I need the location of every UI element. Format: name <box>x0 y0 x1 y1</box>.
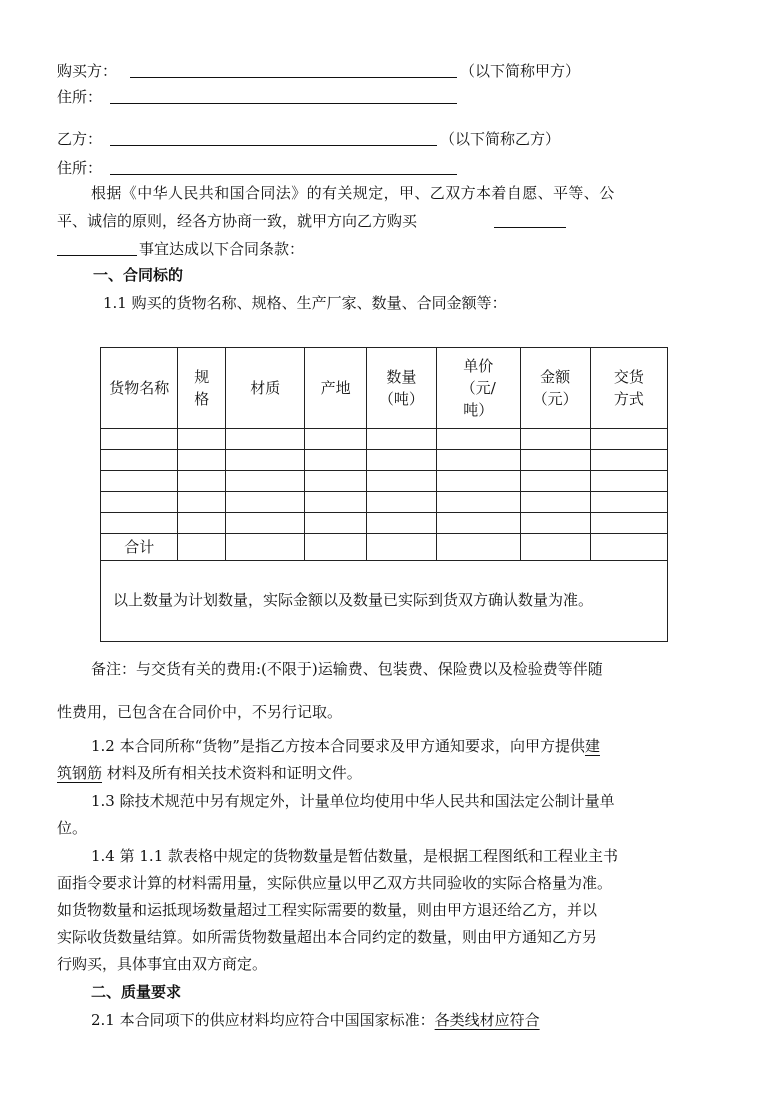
total-label: 合计 <box>101 534 178 561</box>
purchase-item-blank-1[interactable] <box>494 227 566 228</box>
goods-table <box>100 347 668 642</box>
purchase-item-blank-2[interactable] <box>57 255 137 256</box>
clause-1-3-line-2: 位。 <box>57 819 88 837</box>
section-1-title: 一、合同标的 <box>93 266 184 284</box>
goods-type-fill-2: 筑钢筋 <box>57 764 103 782</box>
clause-1-3-line-1: 1.3 除技术规范中另有规定外，计量单位均使用中华人民共和国法定公制计量单 <box>91 792 615 810</box>
table-row <box>101 429 668 450</box>
header-spec: 规格 <box>178 348 226 429</box>
header-goods-name: 货物名称 <box>101 348 178 429</box>
seller-label: 乙方： <box>57 130 103 148</box>
buyer-blank[interactable] <box>130 77 457 78</box>
table-note: 以上数量为计划数量，实际金额以及数量已实际到货双方确认数量为准。 <box>101 561 668 642</box>
section-2-title: 二、质量要求 <box>91 983 182 1001</box>
table-row <box>101 492 668 513</box>
clause-1-4-line-3: 如货物数量和运抵现场数量超过工程实际需要的数量，则由甲方退还给乙方，并以 <box>57 901 598 919</box>
table-note-row <box>101 561 668 642</box>
table-total-row <box>101 534 668 561</box>
header-amount: 金额（元） <box>520 348 590 429</box>
clause-1-2-line-2: 筑钢筋 材料及所有相关技术资料和证明文件。 <box>57 764 362 782</box>
buyer-address-label: 住所： <box>57 88 103 106</box>
header-material: 材质 <box>226 348 305 429</box>
clause-1-2-line-1: 1.2 本合同所称“货物”是指乙方按本合同要求及甲方通知要求，向甲方提供建 <box>91 737 600 755</box>
seller-address-blank[interactable] <box>110 174 457 175</box>
buyer-label: 购买方： <box>57 62 118 80</box>
clause-1-4-line-4: 实际收货数量结算。如所需货物数量超出本合同约定的数量，则由甲方通知乙方另 <box>57 928 598 946</box>
clause-1-1: 1.1 购买的货物名称、规格、生产厂家、数量、合同金额等： <box>103 294 507 312</box>
header-unit-price: 单价（元/吨） <box>436 348 520 429</box>
clause-2-1: 2.1 本合同项下的供应材料均应符合中国国家标准：各类线材应符合 <box>91 1011 540 1029</box>
header-origin: 产地 <box>305 348 366 429</box>
table-row <box>101 513 668 534</box>
buyer-suffix: （以下简称甲方） <box>460 62 581 80</box>
standard-fill: 各类线材应符合 <box>434 1011 540 1029</box>
clause-1-4-line-5: 行购买，具体事宜由双方商定。 <box>57 955 268 973</box>
clause-1-4-line-2: 面指令要求计算的材料需用量，实际供应量以甲乙双方共同验收的实际合格量为准。 <box>57 874 613 892</box>
table-header-row <box>101 348 668 429</box>
header-delivery-method: 交货方式 <box>590 348 667 429</box>
table-row <box>101 471 668 492</box>
intro-line-2: 平、诚信的原则，经各方协商一致，就甲方向乙方购买 <box>57 212 418 230</box>
seller-address-label: 住所： <box>57 159 103 177</box>
remark-line-1: 备注：与交货有关的费用:(不限于)运输费、包装费、保险费以及检验费等伴随 <box>91 660 603 678</box>
seller-blank[interactable] <box>110 145 437 146</box>
goods-type-fill-1: 建 <box>584 737 600 755</box>
table-row <box>101 450 668 471</box>
header-quantity: 数量（吨） <box>366 348 436 429</box>
intro-line-1: 根据《中华人民共和国合同法》的有关规定，甲、乙双方本着自愿、平等、公 <box>91 184 615 202</box>
clause-1-4-line-1: 1.4 第 1.1 款表格中规定的货物数量是暂估数量，是根据工程图纸和工程业主书 <box>91 847 619 865</box>
seller-suffix: （以下简称乙方） <box>440 130 561 148</box>
remark-line-2: 性费用，已包含在合同价中，不另行记取。 <box>57 703 343 721</box>
intro-line-3: 事宜达成以下合同条款： <box>139 240 305 258</box>
buyer-address-blank[interactable] <box>110 103 457 104</box>
